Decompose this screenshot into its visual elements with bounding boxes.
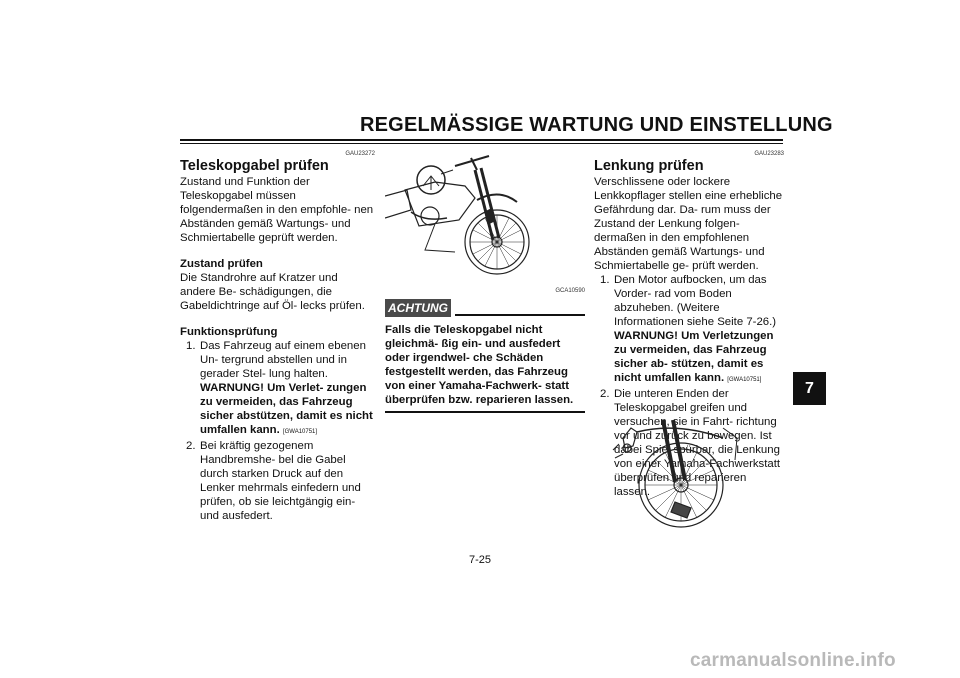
function-heading: Funktionsprüfung bbox=[180, 326, 278, 338]
step-number: 1. bbox=[186, 340, 196, 352]
condition-heading: Zustand prüfen bbox=[180, 258, 263, 270]
function-steps bbox=[180, 339, 375, 523]
section-heading-steering: Lenkung prüfen bbox=[594, 158, 704, 174]
caution-rule bbox=[455, 314, 585, 316]
warning-code: [GWA10751] bbox=[282, 429, 318, 435]
fork-intro: Zustand und Funktion der Teleskopgabel müssen folgendermaßen in den empfohle- nen Abständen gemäß Wartungs- und Schmiertabelle geprüft werden. bbox=[180, 176, 374, 244]
watermark: carmanualsonline.info bbox=[690, 650, 896, 671]
step-number: 1. bbox=[600, 274, 610, 286]
middle-column bbox=[385, 150, 585, 413]
warning-text: WARNUNG! Um Verletzungen zu vermeiden, das Fahrzeug sicher ab- stützen, damit es nicht umfallen kann. bbox=[614, 330, 774, 384]
warning-text: WARNUNG! Um Verlet- zungen zu vermeiden, das Fahrzeug sicher abstützen, damit es nicht umfallen kann. bbox=[200, 382, 373, 436]
left-column bbox=[180, 150, 375, 523]
condition-text: Die Standrohre auf Kratzer und andere Be- schädigungen, die Gabeldichtringe auf Öl- lecks prüfen. bbox=[180, 272, 365, 312]
motorcycle-fork-illustration bbox=[385, 150, 575, 285]
caution-text: Falls die Teleskopgabel nicht gleichmä- ßig ein- und ausfedert oder irgendwel- che Schäden festgestellt werden, das Fahrzeug von einer Yamaha-Fachwerk- statt überprüfen bzw. reparieren lassen. bbox=[385, 324, 574, 406]
chapter-tab: 7 bbox=[793, 372, 826, 405]
steering-intro: Verschlissene oder lockere Lenkkopflager stellen eine erhebliche Gefährdung dar. Da- rum muss der Zustand der Lenkung folgen- dermaßen in den empfohlenen Abständen gemäß Wartungs- und Schmiertabelle ge- prüft werden. bbox=[594, 176, 783, 272]
caution-bar bbox=[385, 299, 585, 319]
list-item bbox=[180, 439, 375, 523]
list-item bbox=[594, 273, 784, 387]
list-item bbox=[180, 339, 375, 439]
header-rule-thin bbox=[180, 143, 783, 144]
step-text: Den Motor aufbocken, um das Vorder- rad vom Boden abzuheben. (Weitere Informationen siehe Seite 7-26.) bbox=[614, 274, 777, 328]
section-heading-fork: Teleskopgabel prüfen bbox=[180, 158, 329, 174]
step-number: 2. bbox=[600, 388, 610, 400]
step-text: Die unteren Enden der Teleskopgabel greifen und versuchen, sie in Fahrt- richtung vor und zurück zu bewegen. Ist dabei Spiel spürbar, die Lenkung von einer Yamaha-Fachwerkstatt überprüfen und reparieren lassen. bbox=[614, 388, 781, 498]
steering-figure bbox=[603, 420, 763, 535]
step-text: Das Fahrzeug auf einem ebenen Un- tergrund abstellen und in gerader Stel- lung halten. bbox=[200, 340, 366, 380]
front-wheel-illustration bbox=[603, 420, 763, 535]
section-code: GAU23272 bbox=[345, 151, 375, 157]
caution-end-rule bbox=[385, 411, 585, 413]
page-title: REGELMÄSSIGE WARTUNG UND EINSTELLUNG bbox=[360, 114, 833, 136]
fork-figure bbox=[385, 150, 575, 285]
section-code: GAU23283 bbox=[754, 151, 784, 157]
warning-code: [GWA10751] bbox=[727, 377, 762, 383]
step-number: 2. bbox=[186, 440, 196, 452]
page-number: 7-25 bbox=[468, 554, 492, 566]
caution-label: ACHTUNG bbox=[385, 299, 451, 317]
step-text: Bei kräftig gezogenem Handbremshe- bel die Gabel durch starken Druck auf den Lenker mehrmals einfedern und prüfen, ob sie leichtgängig ein- und ausfedert. bbox=[200, 440, 361, 522]
caution-code: GCA10590 bbox=[555, 288, 585, 294]
header-rule bbox=[180, 139, 783, 141]
